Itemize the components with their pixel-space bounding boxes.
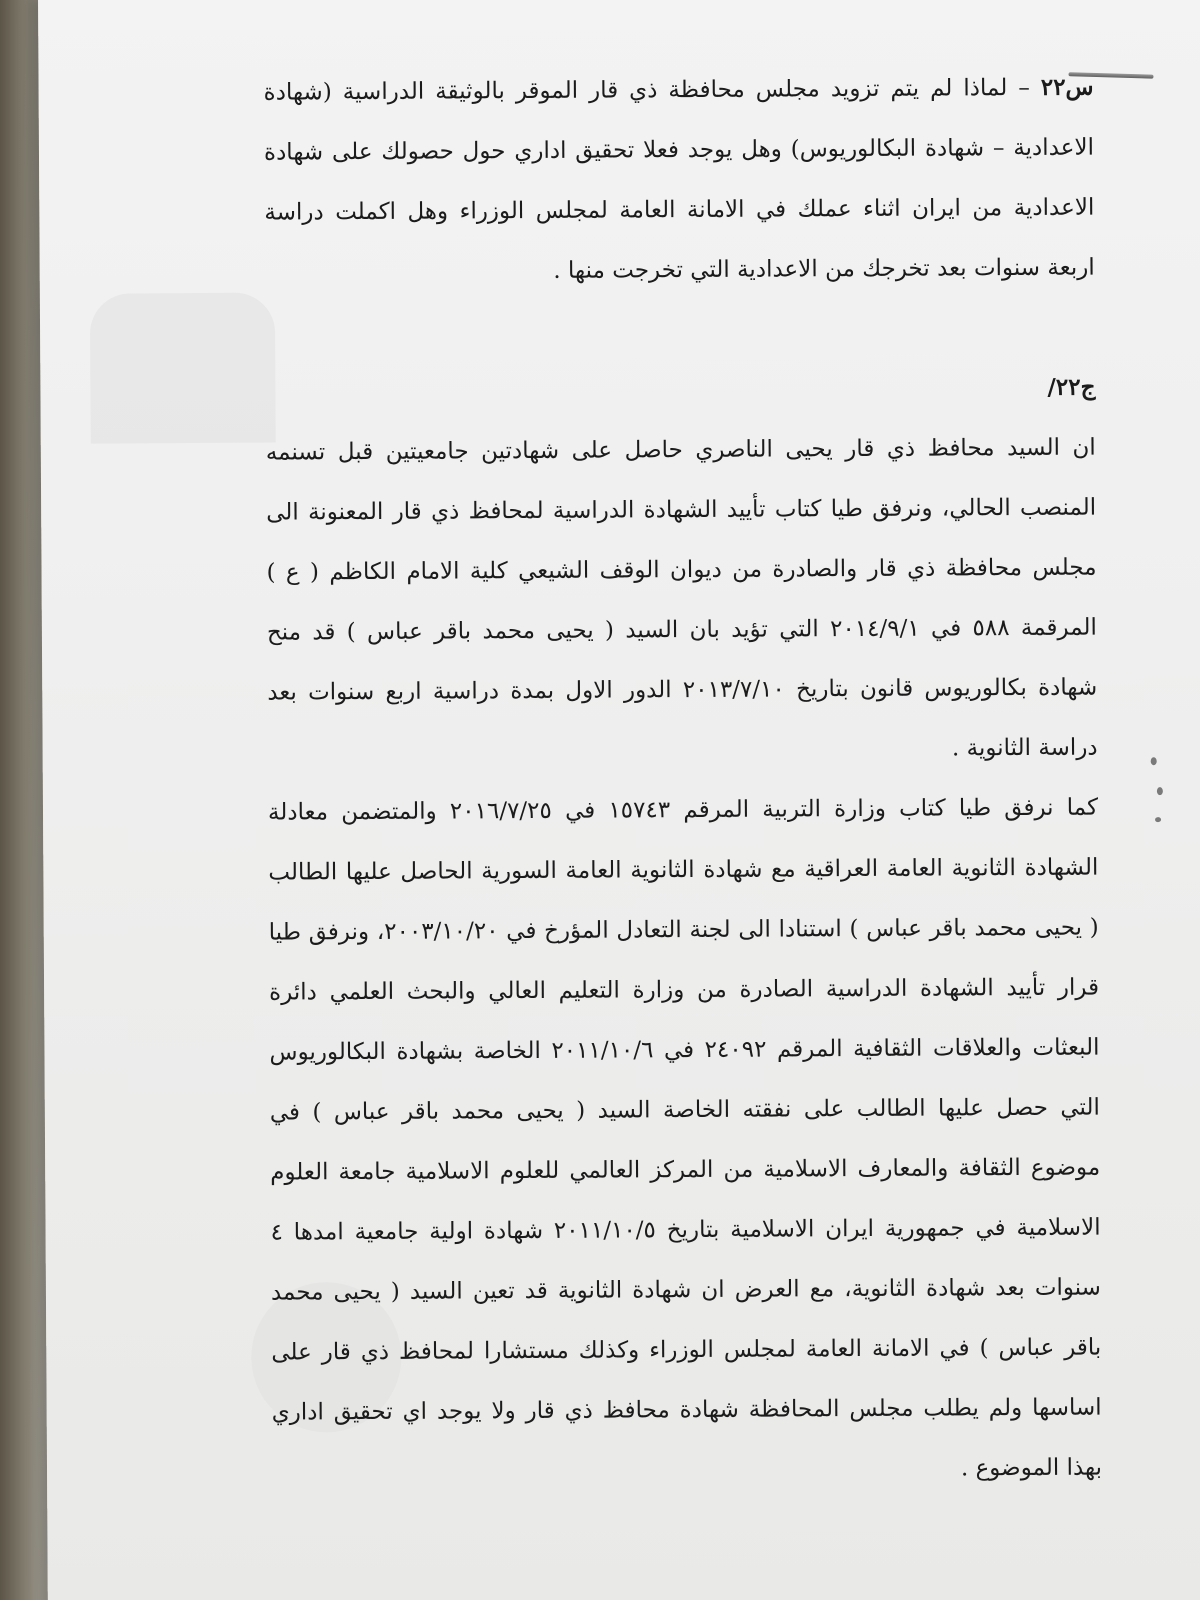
- answer-paragraph-1: ان السيد محافظ ذي قار يحيى الناصري حاصل على شهادتين جامعيتين قبل تسنمه المنصب الحالي، ونرفق طيا كتاب تأييد الشهادة الدراسية لمحافظ ذي قار المعنونة الى مجلس محافظة ذي قار والصادرة من ديوان الوقف الشيعي كلية الامام الكاظم ( ع ) المرقمة ٥٨٨ في ٢٠١٤/٩/١ التي تؤيد بان السيد ( يحيى محمد باقر عباس ) قد منح شهادة بكالوريوس قانون بتاريخ ٢٠١٣/٧/١٠ الدور الاول بمدة دراسية اربع سنوات بعد دراسة الثانوية .: [265, 434, 1098, 762]
- margin-mark: [1151, 757, 1157, 765]
- question-label: س٢٢: [1040, 73, 1094, 101]
- document-body: [263, 58, 1102, 1503]
- answer-label: ج٢٢/: [1047, 373, 1096, 401]
- margin-mark: [1157, 787, 1163, 795]
- question-paragraph: [263, 58, 1094, 303]
- question-text: – لماذا لم يتم تزويد مجلس محافظة ذي قار الموقر بالوثيقة الدراسية (شهادة الاعدادية – شهادة البكالوريوس) وهل يوجد فعلا تحقيق اداري حول حصولك على شهادة الاعدادية من ايران اثناء عملك في الامانة العامة لمجلس الوزراء وهل اكملت دراسة اربعة سنوات بعد تخرجك من الاعدادية التي تخرجت منها .: [263, 74, 1095, 284]
- show-through-shape: [90, 293, 276, 444]
- document-page: [38, 0, 1200, 1600]
- margin-mark: [1155, 817, 1161, 822]
- answer-paragraph-2: كما نرفق طيا كتاب وزارة التربية المرقم ١٥٧٤٣ في ٢٠١٦/٧/٢٥ والمتضمن معادلة الشهادة الثانوية العامة العراقية مع شهادة الثانوية العامة السورية الحاصل عليها الطالب ( يحيى محمد باقر عباس ) استنادا الى لجنة التعادل المؤرخ في ٢٠٠٣/١٠/٢٠، ونرفق طيا قرار تأييد الشهادة الدراسية الصادرة من وزارة التعليم العالي والبحث العلمي دائرة البعثات والعلاقات الثقافية المرقم ٢٤٠٩٢ في ٢٠١١/١٠/٦ الخاصة بشهادة البكالوريوس التي حصل عليها الطالب على نفقته الخاصة السيد ( يحيى محمد باقر عباس ) في موضوع الثقافة والمعارف الاسلامية من المركز العالمي للعلوم الاسلامية جامعة العلوم الاسلامية في جمهورية ايران الاسلامية بتاريخ ٢٠١١/١٠/٥ شهادة اولية جامعية امدها ٤ سنوات بعد شهادة الثانوية، مع العرض ان شهادة الثانوية قد تعين السيد ( يحيى محمد باقر عباس ) في الامانة العامة لمجلس الوزراء وكذلك مستشارا لمحافظ ذي قار على اساسها ولم يطلب مجلس المحافظة شهادة محافظ ذي قار ولا يوجد اي تحقيق اداري بهذا الموضوع .: [267, 794, 1103, 1482]
